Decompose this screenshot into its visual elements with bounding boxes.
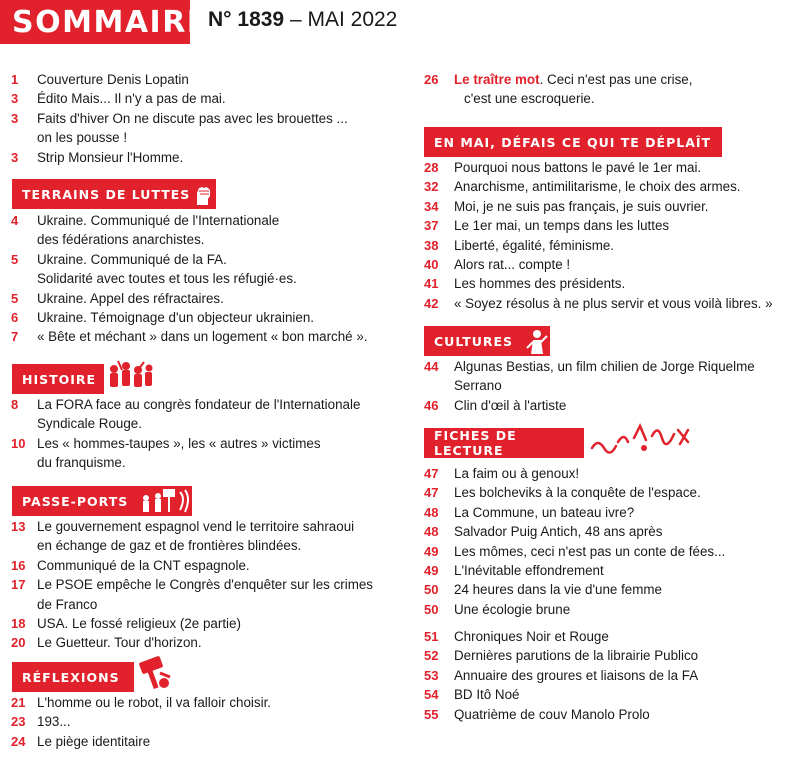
entry-title: « Bête et méchant » dans un logement « bon marché ». bbox=[37, 329, 368, 345]
page-number: 21 bbox=[11, 695, 26, 710]
protest-icon bbox=[136, 480, 192, 516]
entry-title: en échange de gaz et de frontières blindées. bbox=[37, 538, 302, 554]
entry-title bbox=[454, 70, 692, 89]
page-number: 3 bbox=[11, 110, 19, 126]
entry-title: des fédérations anarchistes. bbox=[37, 232, 205, 248]
page-number: 50 bbox=[424, 601, 439, 617]
page-number: 1 bbox=[11, 72, 19, 87]
entry-title: on les pousse ! bbox=[37, 130, 128, 146]
entry-title: Ukraine. Témoignage d'un objecteur ukrainien. bbox=[37, 310, 314, 325]
entry-title: 24 heures dans la vie d'une femme bbox=[454, 582, 663, 598]
section-header: FICHES DE LECTURE bbox=[424, 428, 584, 458]
page-number: 13 bbox=[11, 519, 26, 534]
entry-title: L'homme ou le robot, il va falloir choisir. bbox=[37, 695, 272, 710]
entry-title: Serrano bbox=[454, 378, 502, 394]
section-header: CULTURES bbox=[424, 326, 524, 356]
page-number: 8 bbox=[11, 397, 19, 412]
entry-title: du franquisme. bbox=[37, 455, 126, 471]
entry-title: Le gouvernement espagnol vend le territoire sahraoui bbox=[37, 519, 355, 534]
page-number: 55 bbox=[424, 706, 439, 722]
entry-title: Couverture Denis Lopatin bbox=[37, 72, 189, 87]
entry-title: Pourquoi nous battons le pavé le 1er mai. bbox=[454, 160, 702, 175]
entry-title: 193... bbox=[37, 714, 71, 730]
raised-fist-icon bbox=[190, 179, 216, 209]
page-number: 54 bbox=[424, 687, 439, 703]
page-number: 18 bbox=[11, 616, 26, 631]
entry-title: Quatrième de couv Manolo Prolo bbox=[454, 706, 650, 722]
entry-title: Clin d'œil à l'artiste bbox=[454, 397, 567, 413]
issue-number: N° 1839 bbox=[208, 8, 285, 31]
entry-title: Liberté, égalité, féminisme. bbox=[454, 237, 615, 253]
entry-title: Une écologie brune bbox=[454, 601, 571, 617]
page-number: 40 bbox=[424, 257, 439, 272]
scribble-icon bbox=[588, 418, 698, 462]
page-title: SOMMAIRE bbox=[0, 0, 190, 44]
entry-title-rest: . Ceci n'est pas une crise, bbox=[539, 72, 693, 87]
entry-title: Dernières parutions de la librairie Publico bbox=[454, 648, 699, 664]
entry-title: La faim ou à genoux! bbox=[454, 466, 580, 481]
page-number: 49 bbox=[424, 563, 439, 578]
page-number: 5 bbox=[11, 290, 19, 306]
page-number: 44 bbox=[424, 359, 439, 374]
entry-title: Ukraine. Communiqué de l'Internationale bbox=[37, 213, 280, 228]
entry-title: Édito Mais... Il n'y a pas de mai. bbox=[37, 91, 226, 107]
page-number: 4 bbox=[11, 213, 19, 228]
page-number: 34 bbox=[424, 198, 439, 214]
entry-title: Ukraine. Appel des réfractaires. bbox=[37, 290, 224, 306]
section-header: TERRAINS DE LUTTES bbox=[12, 179, 216, 209]
issue-date: – MAI 2022 bbox=[284, 8, 398, 31]
page-number: 7 bbox=[11, 329, 19, 345]
figure-icon bbox=[524, 322, 550, 356]
entry-title: Communiqué de la CNT espagnole. bbox=[37, 557, 250, 573]
entry-title: Le 1er mai, un temps dans les luttes bbox=[454, 218, 670, 234]
entry-title: Les hommes des présidents. bbox=[454, 276, 626, 292]
entry-title: Solidarité avec toutes et tous les réfugié·es. bbox=[37, 271, 297, 287]
section-header: HISTOIRE bbox=[12, 364, 104, 394]
page-number: 17 bbox=[11, 577, 26, 593]
page-number: 47 bbox=[424, 466, 439, 481]
entry-title: BD Itô Noé bbox=[454, 687, 520, 703]
page-number: 47 bbox=[424, 485, 439, 501]
entry-title: La Commune, un bateau ivre? bbox=[454, 504, 635, 520]
entry-title: de Franco bbox=[37, 596, 98, 612]
page-number: 16 bbox=[11, 557, 26, 573]
crowd-icon bbox=[104, 359, 156, 395]
highlighted-title: Le traître mot bbox=[454, 72, 540, 87]
page-number: 20 bbox=[11, 635, 26, 651]
entry-title: L'Inévitable effondrement bbox=[454, 563, 604, 578]
page-number: 50 bbox=[424, 582, 439, 598]
issue-info bbox=[208, 8, 397, 32]
page-number: 6 bbox=[11, 310, 19, 325]
header bbox=[0, 0, 800, 44]
entry-title: Les bolcheviks à la conquête de l'espace. bbox=[454, 485, 701, 501]
section-header: PASSE-PORTS bbox=[12, 486, 136, 516]
entry-title: Les mômes, ceci n'est pas un conte de fées... bbox=[454, 543, 726, 559]
entry-title: Le PSOE empêche le Congrès d'enquêter sur les crimes bbox=[37, 577, 374, 593]
entry-title: Chroniques Noir et Rouge bbox=[454, 629, 609, 644]
page-number: 24 bbox=[11, 733, 26, 749]
entry-title: Faits d'hiver On ne discute pas avec les brouettes ... bbox=[37, 110, 348, 126]
page-number: 32 bbox=[424, 179, 439, 195]
entry-title: Le Guetteur. Tour d'horizon. bbox=[37, 635, 202, 651]
page-number: 37 bbox=[424, 218, 439, 234]
entry-title-line2: c'est une escroquerie. bbox=[464, 91, 595, 107]
page-number: 3 bbox=[11, 91, 19, 107]
page-number: 46 bbox=[424, 397, 439, 413]
page-number: 41 bbox=[424, 276, 439, 292]
entry-title: Syndicale Rouge. bbox=[37, 416, 142, 432]
page-number: 23 bbox=[11, 714, 26, 730]
page-number: 48 bbox=[424, 504, 439, 520]
entry-title: Annuaire des groures et liaisons de la FA bbox=[454, 667, 699, 683]
entry-title: Strip Monsieur l'Homme. bbox=[37, 149, 184, 165]
page-number: 28 bbox=[424, 160, 439, 175]
entry-title: La FORA face au congrès fondateur de l'Internationale bbox=[37, 397, 361, 412]
hammer-icon bbox=[134, 653, 174, 693]
page-number: 49 bbox=[424, 543, 439, 559]
entry-title: Moi, je ne suis pas français, je suis ouvrier. bbox=[454, 198, 709, 214]
page-number: 38 bbox=[424, 237, 439, 253]
page-number: 52 bbox=[424, 648, 439, 664]
entry-title: Algunas Bestias, un film chilien de Jorge Riquelme bbox=[454, 359, 755, 374]
entry-title: Alors rat... compte ! bbox=[454, 257, 571, 272]
page-number: 26 bbox=[424, 72, 439, 87]
section-header: EN MAI, DÉFAIS CE QUI TE DÉPLAÎT bbox=[424, 127, 722, 157]
entry-title: Le piège identitaire bbox=[37, 733, 151, 749]
section-header: RÉFLEXIONS bbox=[12, 662, 134, 692]
page-number: 48 bbox=[424, 524, 439, 540]
entry-title: « Soyez résolus à ne plus servir et vous voilà libres. » bbox=[454, 295, 773, 311]
page-number: 53 bbox=[424, 667, 439, 683]
page-number: 42 bbox=[424, 295, 439, 311]
entry-title: Ukraine. Communiqué de la FA. bbox=[37, 251, 227, 267]
page-number: 5 bbox=[11, 251, 19, 267]
entry-title: USA. Le fossé religieux (2e partie) bbox=[37, 616, 241, 631]
entry-title: Anarchisme, antimilitarisme, le choix des armes. bbox=[454, 179, 741, 195]
entry-title: Salvador Puig Antich, 48 ans après bbox=[454, 524, 663, 540]
page-number: 10 bbox=[11, 435, 26, 451]
page-number: 3 bbox=[11, 149, 19, 165]
entry-title: Les « hommes-taupes », les « autres » victimes bbox=[37, 435, 321, 451]
page-number: 51 bbox=[424, 629, 439, 644]
